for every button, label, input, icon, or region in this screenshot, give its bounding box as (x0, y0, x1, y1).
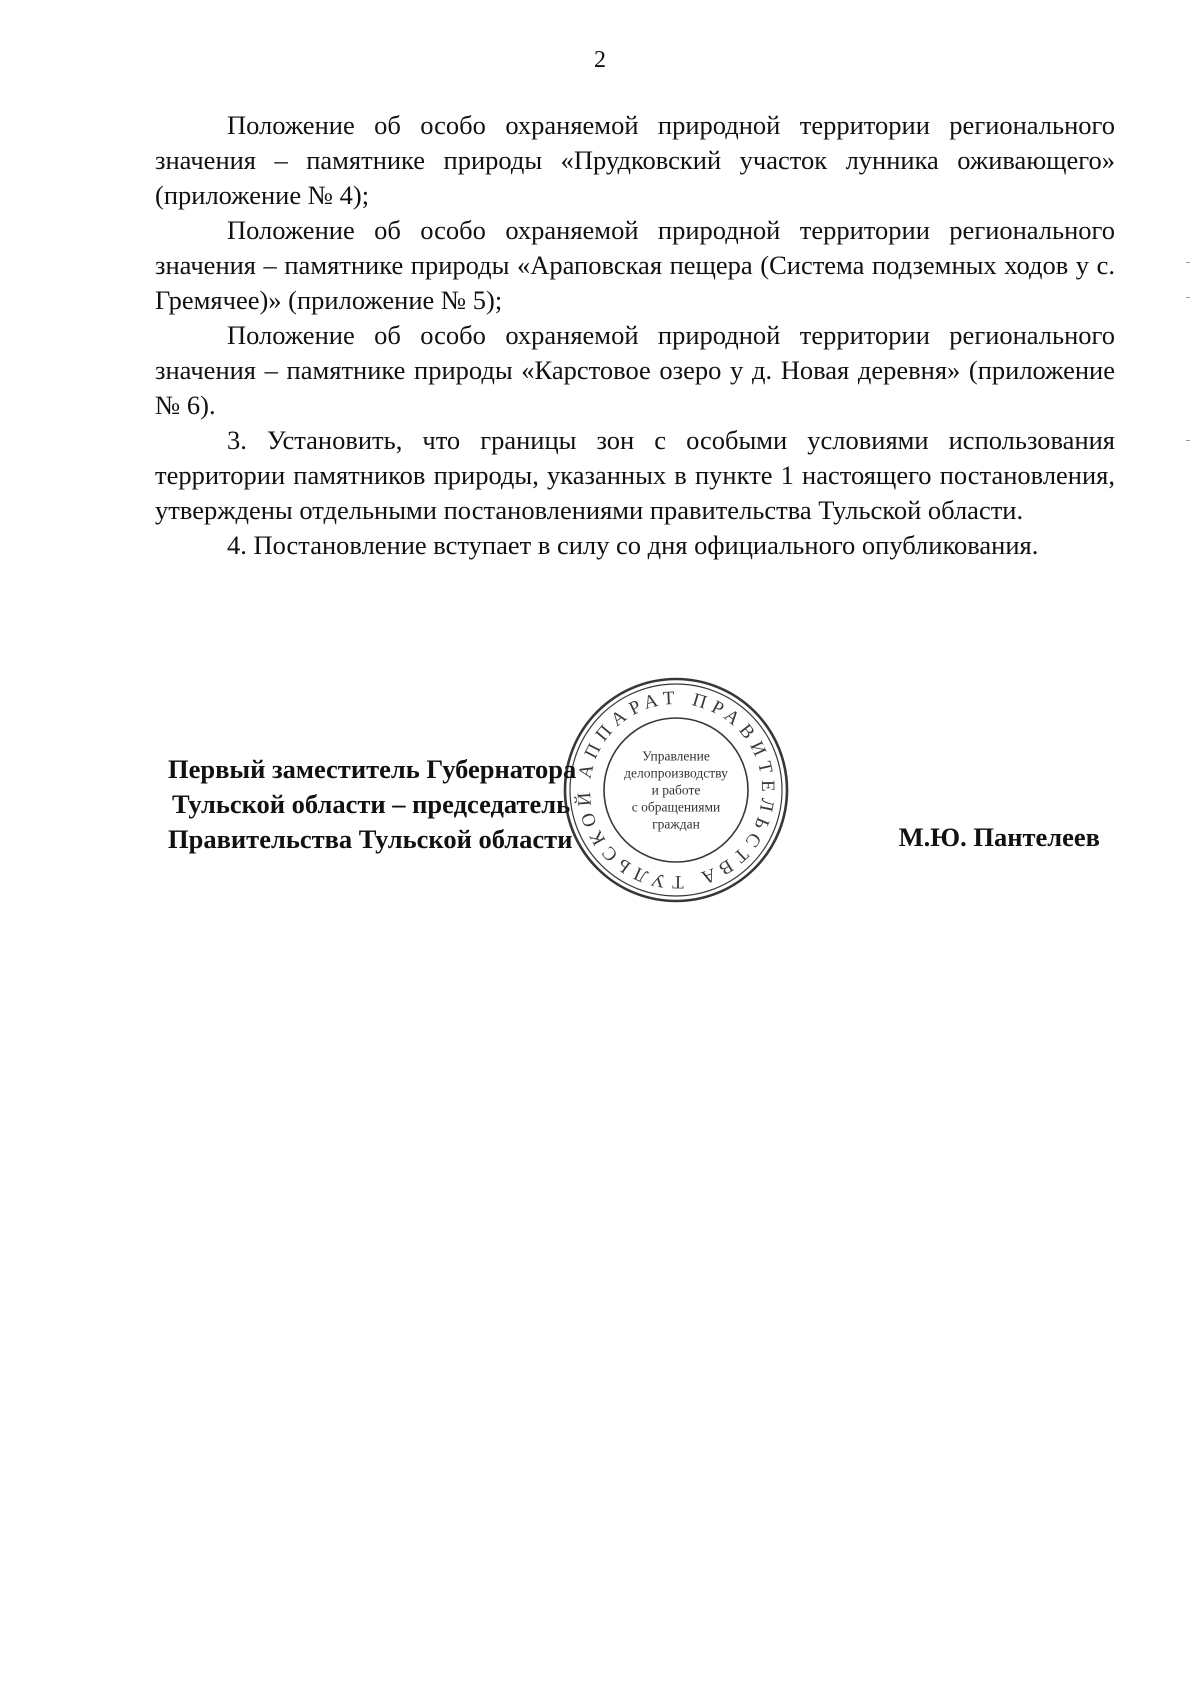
signer-position-line: Тульской области – председатель (172, 789, 571, 819)
signer-position-line: Правительства Тульской области (168, 824, 573, 854)
seal-center-text (596, 748, 756, 833)
paragraph-clause-4: 4. Постановление вступает в силу со дня официального опубликования. (227, 530, 1039, 560)
seal-center-line: делопроизводству (624, 765, 728, 781)
signer-name: М.Ю. Пантелеев (898, 822, 1100, 852)
signer-position-line: Первый заместитель Губернатора (168, 754, 577, 784)
seal-center-line: граждан (652, 816, 700, 832)
seal-ring-text: АППАРАТ ПРАВИТЕЛЬСТВА ТУЛЬСКОЙ (573, 687, 779, 893)
seal-center-line: с обращениями (631, 799, 721, 815)
scan-artifact (1186, 297, 1190, 298)
seal-center-line: Управление (642, 748, 710, 764)
official-seal-stamp (561, 675, 791, 905)
document-body (155, 108, 1115, 563)
signature-block (168, 752, 576, 857)
seal-center-line: и работе (651, 782, 701, 798)
paragraph-appendix-5: Положение об особо охраняемой природной территории регионального значения – памятнике природы «Араповская пещера (Система подземных ходов у с. Гремячее)» (приложение № 5); (155, 215, 1115, 315)
paragraph-appendix-4: Положение об особо охраняемой природной территории регионального значения – памятнике природы «Прудковский участок лунника оживающего» (приложение № 4); (155, 110, 1115, 210)
scan-artifact (1186, 440, 1190, 441)
paragraph-clause-3: 3. Установить, что границы зон с особыми условиями использования территории памятников природы, указанных в пункте 1 настоящего постановления, утверждены отдельными постановлениями правительства Тульской области. (155, 425, 1115, 525)
paragraph-appendix-6: Положение об особо охраняемой природной территории регионального значения – памятнике природы «Карстовое озеро у д. Новая деревня» (приложение № 6). (155, 320, 1115, 420)
page-number: 2 (594, 47, 606, 73)
scan-artifact (1186, 262, 1190, 263)
